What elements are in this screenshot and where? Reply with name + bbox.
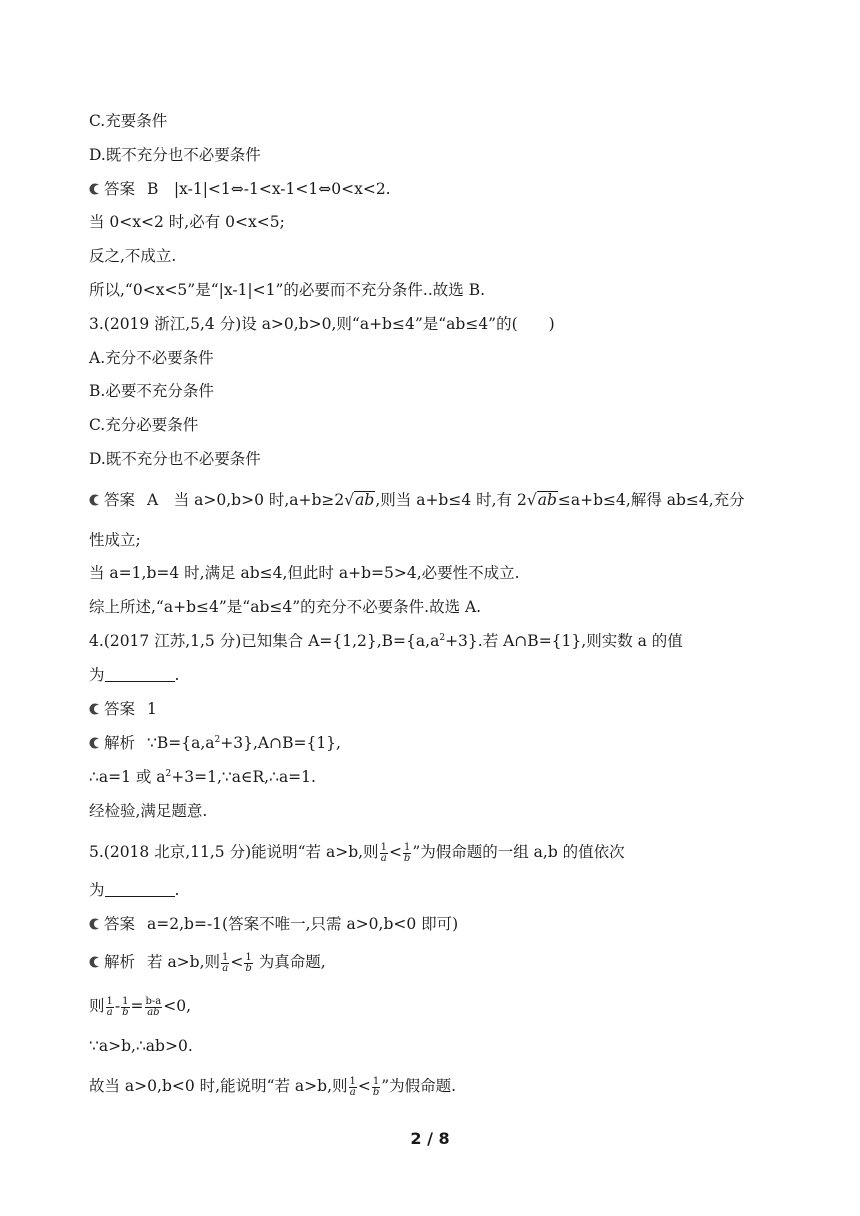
option-c: C.充要条件: [89, 112, 168, 130]
option-b: B.必要不充分条件: [89, 382, 214, 400]
option-d: D.既不充分也不必要条件: [89, 450, 261, 468]
sqrt-ab: ab: [537, 491, 557, 509]
analysis-line: 解析 若 a>b,则 $\frac{1}{a}$ < $\frac{1}{b}$ 为真命题,: [89, 952, 326, 974]
analysis-marker-icon: [89, 737, 103, 749]
question-5: 5.(2018 北京,11,5 分)能说明“若 a>b,则 $\frac{1}{a}$ < $\frac{1}{b}$ ”为假命题的一组 a,b 的值依次: [89, 841, 625, 864]
fraction: $\frac{1}{a}$: [349, 1075, 356, 1098]
option-c: C.充分必要条件: [89, 416, 199, 434]
text-line: 性成立;: [89, 531, 141, 549]
answer-marker-icon: [89, 494, 103, 506]
fraction: $\frac{1}{a}$: [106, 995, 113, 1018]
question-5-blank: 为 .: [89, 881, 180, 899]
text-line: 故当 a>0,b<0 时,能说明“若 a>b,则 $\frac{1}{a}$ < $\frac{1}{b}$ ”为假命题.: [89, 1075, 457, 1098]
answer-line: 答案 A 当 a>0,b>0 时,a+b≥2√ab,则当 a+b≤4 时,有 2√ab≤a+b≤4,解得 ab≤4,充分: [89, 490, 745, 510]
answer-marker-icon: [89, 703, 103, 715]
text-line: 综上所述,“a+b≤4”是“ab≤4”的充分不必要条件.故选 A.: [89, 598, 482, 616]
fraction: $\frac{1}{a}$: [222, 951, 229, 974]
text-line: 经检验,满足题意.: [89, 802, 208, 820]
fraction: $\frac{1}{b}$: [372, 1075, 380, 1098]
fraction: $\frac{1}{b}$: [245, 951, 252, 974]
option-a: A.充分不必要条件: [89, 349, 214, 367]
answer-blank: [105, 882, 175, 897]
text-line: ∵a>b,∴ab>0.: [89, 1037, 193, 1055]
answer-blank: [105, 667, 175, 682]
answer-marker-icon: [89, 918, 103, 930]
fraction: $\frac{1}{b}$: [122, 995, 129, 1018]
text-line: ∴a=1 或 $a^2+3=1,\because a\in R,\therefore a=1$.: [89, 768, 316, 786]
answer-line: 答案 1: [89, 699, 157, 719]
question-4: 4.(2017 江苏,1,5 分)已知集合 $A=\{1,2\},B=\{a,a^2+3\}$.若 A∩B={1},则实数 a 的值: [89, 632, 683, 650]
option-d: D.既不充分也不必要条件: [89, 146, 261, 164]
answer-line: 答案 B |x-1|<1⇔-1<x-1<1⇔0<x<2.: [89, 179, 391, 199]
fraction: $\frac{b-a}{ab}$: [145, 995, 162, 1018]
page-number: 2 / 8: [410, 1129, 450, 1148]
text-line: 当 0<x<2 时,必有 0<x<5;: [89, 213, 285, 231]
text-line: 所以,“0<x<5”是“|x-1|<1”的必要而不充分条件..故选 B.: [89, 281, 486, 299]
question-4-blank: 为 .: [89, 666, 180, 684]
text-line: 则 $\frac{1}{a}$ - $\frac{1}{b}$ = $\frac{b-a}{ab}$ <0,: [89, 995, 192, 1018]
analysis-marker-icon: [89, 956, 103, 968]
question-3: 3.(2019 浙江,5,4 分)设 a>0,b>0,则“a+b≤4”是“ab≤4”的( ): [89, 315, 555, 333]
text-line: 反之,不成立.: [89, 247, 177, 265]
analysis-line: 解析 $\because B=\{a,a^2+3\},A\cap B=\{1\}$,: [89, 733, 341, 753]
fraction: $\frac{1}{a}$: [380, 841, 387, 864]
answer-line: 答案 a=2,b=-1(答案不唯一,只需 a>0,b<0 即可): [89, 914, 458, 934]
sqrt-ab: ab: [355, 491, 375, 509]
fraction: $\frac{1}{b}$: [403, 841, 411, 864]
answer-marker-icon: [89, 183, 103, 195]
text-line: 当 a=1,b=4 时,满足 ab≤4,但此时 a+b=5>4,必要性不成立.: [89, 564, 520, 582]
